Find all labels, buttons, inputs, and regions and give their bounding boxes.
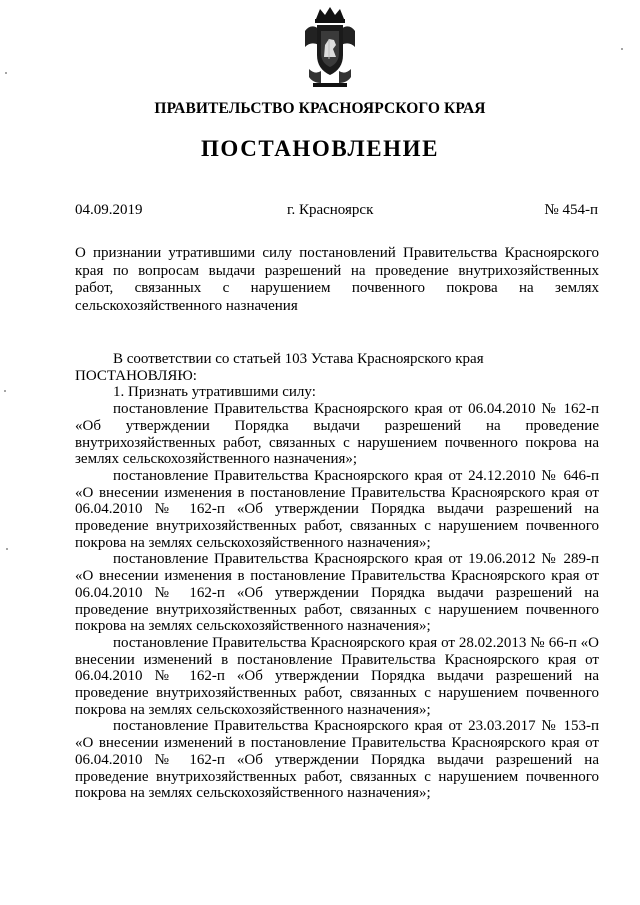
scan-speck [6, 548, 8, 550]
document-body [75, 351, 599, 802]
scan-speck [621, 48, 623, 50]
decree-word: ПОСТАНОВЛЯЮ: [75, 367, 197, 384]
repealed-act-item: постановление Правительства Красноярского края от 06.04.2010 № 162-п «Об утверждении Порядка выдачи разрешений на проведение внутрихозяйственных работ, связанных с нарушением почвенного покрова на землях сельскохозяйственного назначения»; [75, 401, 599, 468]
document-title: ПОСТАНОВЛЕНИЕ [200, 136, 440, 161]
repealed-act-item: постановление Правительства Красноярского края от 23.03.2017 № 153-п «О внесении изменений в постановление Правительства Красноярского края от 06.04.2010 № 162-п «Об утверждении Порядка выдачи разрешений на проведение внутрихозяйственных работ, связанных с нарушением почвенного покрова на землях сельскохозяйственного назначения»; [75, 718, 599, 802]
coat-of-arms-icon [303, 5, 357, 89]
preamble-paragraph: В соответствии со статьей 103 Устава Красноярского края [113, 351, 484, 367]
scan-speck [4, 390, 6, 392]
scan-speck [5, 72, 7, 74]
document-subject: О признании утратившими силу постановлений Правительства Красноярского края по вопросам выдачи разрешений на проведение внутрихозяйственных работ, связанных с нарушением почвенного покрова на землях сельскохозяйственного назначения [75, 245, 599, 314]
repealed-act-item: постановление Правительства Красноярского края от 19.06.2012 № 289-п «О внесении изменения в постановление Правительства Красноярского края от 06.04.2010 № 162-п «Об утверждении Порядка выдачи разрешений на проведение внутрихозяйственных работ, связанных с нарушением почвенного покрова на землях сельскохозяйственного назначения»; [75, 551, 599, 635]
repealed-act-item: постановление Правительства Красноярского края от 24.12.2010 № 646-п «О внесении изменения в постановление Правительства Красноярского края от 06.04.2010 № 162-п «Об утверждении Порядка выдачи разрешений на проведение внутрихозяйственных работ, связанных с нарушением почвенного покрова на землях сельскохозяйственного назначения»; [75, 467, 599, 551]
government-heading: ПРАВИТЕЛЬСТВО КРАСНОЯРСКОГО КРАЯ [154, 100, 486, 117]
item-1-heading: 1. Признать утратившими силу: [113, 384, 316, 401]
document-date: 04.09.2019 [75, 202, 143, 218]
document-number: № 454-п [544, 202, 598, 218]
document-city: г. Красноярск [287, 202, 374, 218]
repealed-act-item: постановление Правительства Красноярского края от 28.02.2013 № 66-п «О внесении изменений в постановление Правительства Красноярского края от 06.04.2010 № 162-п «Об утверждении Порядка выдачи разрешений на проведение внутрихозяйственных работ, связанных с нарушением почвенного покрова на землях сельскохозяйственного назначения»; [75, 634, 599, 718]
